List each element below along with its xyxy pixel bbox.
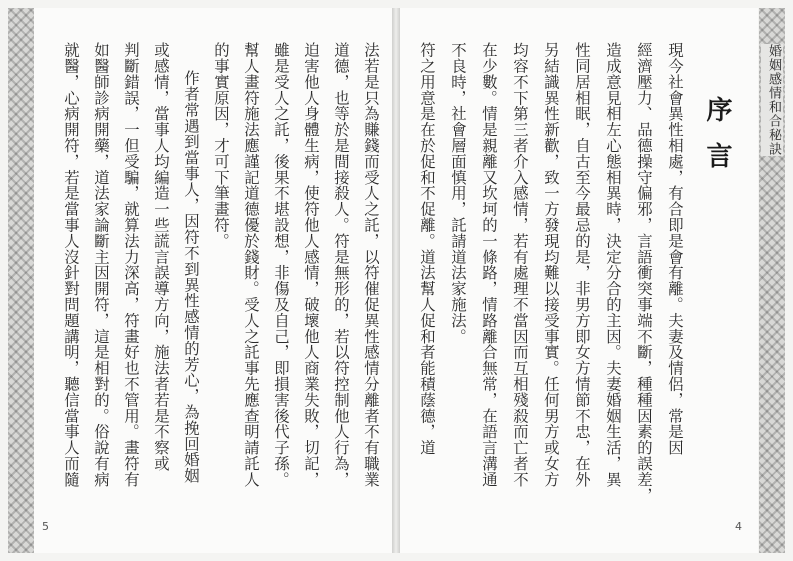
left-page-column: 雖是受人之託，後果不堪設想，非傷及自己，即損害後代子孫。	[272, 42, 290, 488]
right-page-column: 性同居相眠，自古至今最忌的是，非男方即女方情節不忠，在外	[573, 42, 591, 488]
right-page-column: 造成意見相左心態相異時，決定分合的主因。夫妻婚姻生活，異	[604, 42, 622, 488]
left-page-column: 迫害他人身體生病，使符他人感情，破壞他人商業失敗，切記，	[302, 42, 320, 488]
left-page-column: 道德，也等於是間接殺人。符是無形的，若以符控制他人行為，	[332, 42, 350, 488]
left-page-column: 如醫師診病開藥，道法家論斷主因開符，這是相對的。俗說有病	[92, 42, 110, 488]
right-page-column: 在少數。情是親離又坎坷的一條路，情路離合無常，在語言溝通	[480, 42, 498, 488]
left-page-column: 就醫，心病開符，若是當事人沒針對問題講明，聽信當事人而隨	[62, 42, 80, 488]
right-page-column: 不良時，社會層面慎用，託請道法家施法。	[449, 42, 467, 345]
left-page-column: 幫人畫符施法應謹記道德優於錢財。受人之託事先應查明請託人	[242, 42, 260, 488]
left-page-column: 作者常遇到當事人，因符不到異性感情的芳心，為挽回婚姻	[182, 70, 200, 484]
book-title-tab: 婚姻感情和合秘訣	[761, 44, 783, 156]
page-number-left: 5	[42, 520, 49, 533]
left-page-column: 法若是只為賺錢而受人之託，以符催促異性感情分離者不有職業	[362, 42, 380, 488]
decorative-border-left	[8, 8, 34, 553]
book-gutter	[392, 8, 400, 553]
left-page-column: 或感情，當事人均編造一些謊言誤導方向，施法者若是不察或	[152, 42, 170, 472]
right-page-column: 均容不下第三者介入感情，若有處理不當因而互相殘殺而亡者不	[511, 42, 529, 488]
right-page-column: 另結識異性新歡，致一方發現均難以接受事實。任何男方或女方	[542, 42, 560, 488]
right-page-column: 現今社會異性相處，有合即是會有離。夫妻及情侶，常是因	[666, 42, 684, 456]
left-page-column: 判斷錯誤，一但受騙，就算法力深高，符畫好也不管用。畫符有	[122, 42, 140, 488]
right-page-column: 經濟壓力、品德操守偏邪，言語衝突事端不斷，種種因素的誤差，	[635, 42, 653, 504]
page-number-right: 4	[735, 520, 742, 533]
left-page-column: 的事實原因，才可下筆畫符。	[212, 42, 230, 249]
right-page-column: 符之用意是在於促和不促離。道法幫人促和者能積蔭德，道	[418, 42, 436, 456]
section-title: 序言	[702, 96, 732, 188]
